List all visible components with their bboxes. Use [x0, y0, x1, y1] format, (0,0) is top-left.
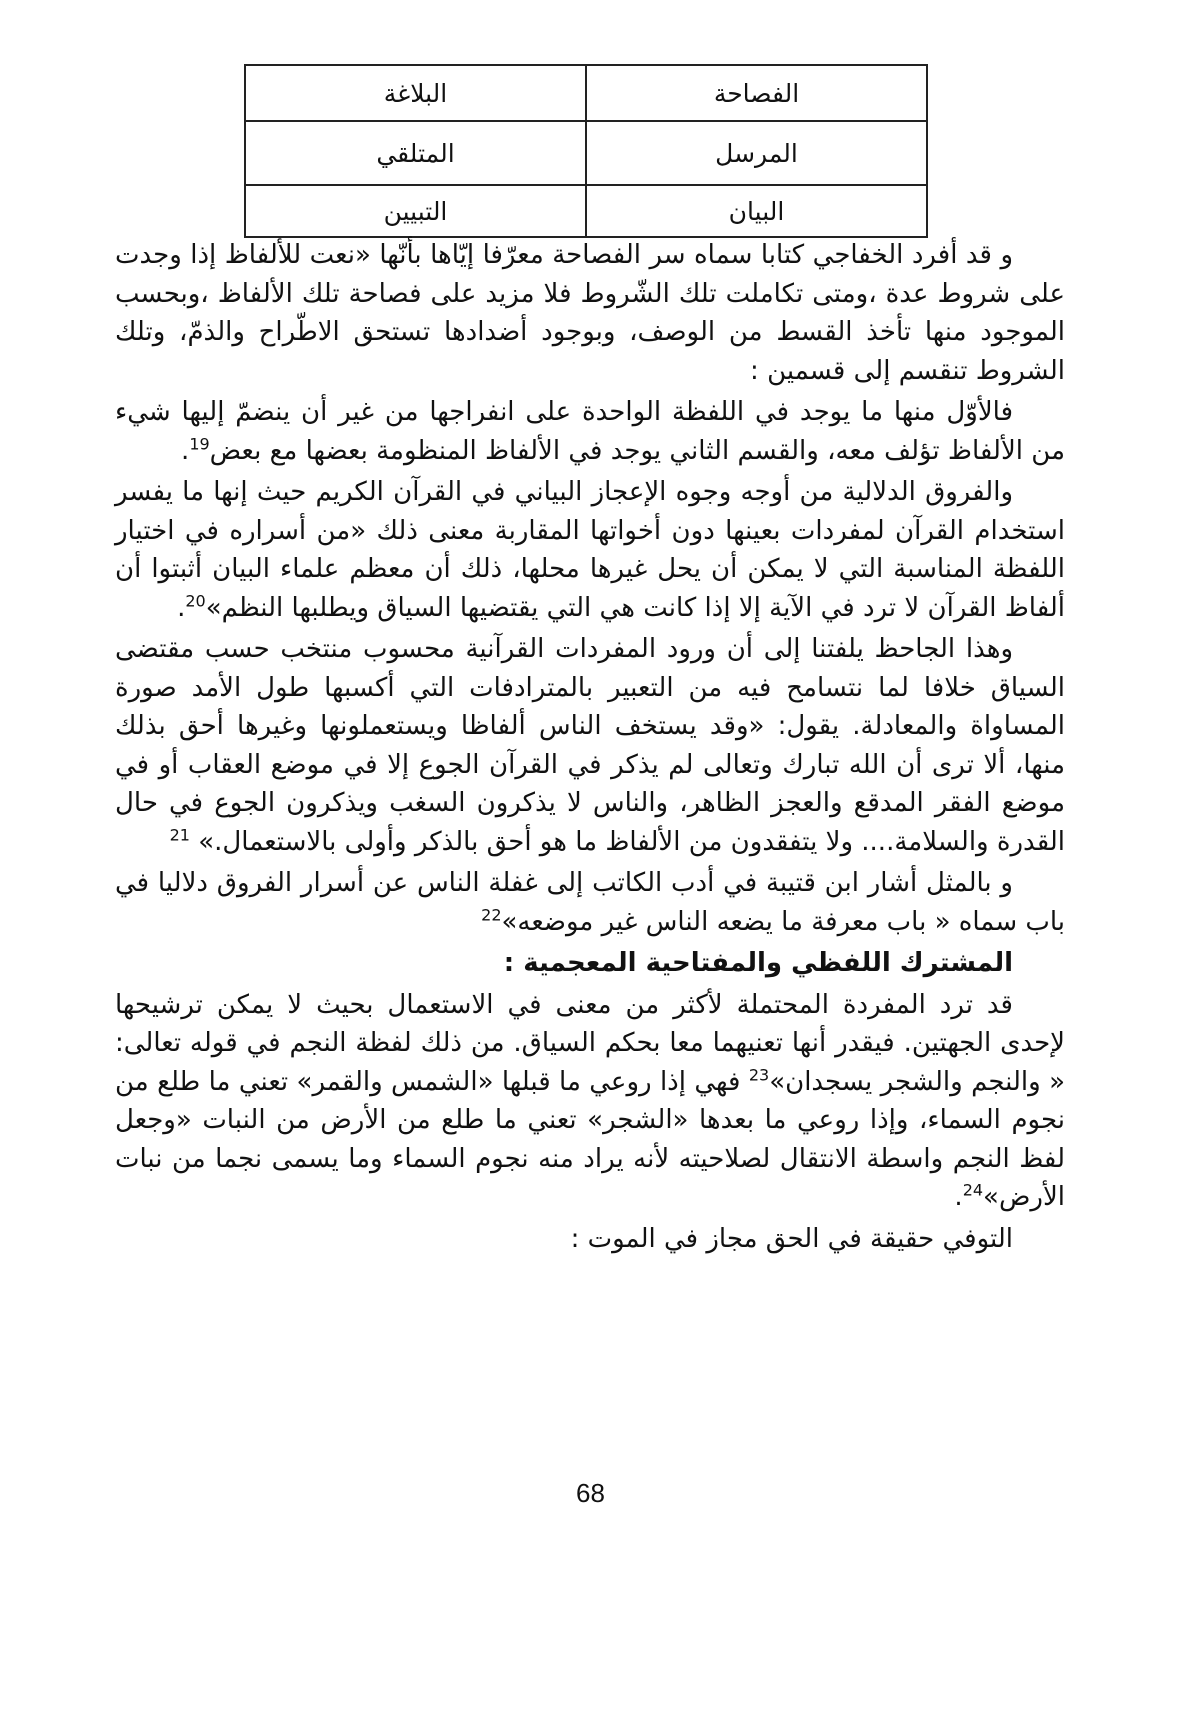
paragraph-khafaji	[115, 236, 1065, 390]
footnote-ref: 19	[189, 433, 210, 453]
table-row	[245, 185, 927, 237]
page-number: 68	[576, 1478, 605, 1508]
paragraph-text: و بالمثل أشار ابن قتيبة في أدب الكاتب إلى غفلة الناس عن أسرار الفروق دلاليا في باب سماه « باب معرفة ما يضعه الناس غير موضعه»	[115, 868, 1065, 937]
footnote-ref: 24	[962, 1180, 984, 1200]
paragraph-text: و قد أفرد الخفاجي كتابا سماه سر الفصاحة معرّفا إيّاها بأنّها «نعت للألفاظ إذا وجدت على شروط عدة ،ومتى تكاملت تلك الشّروط فلا مزيد على فصاحة تلك الألفاظ ،وبحسب الموجود منها تأخذ القسط من الوصف، وبوجود أضدادها تستحق الاطّراح والذمّ، وتلك الشروط تنقسم إلى قسمين :	[115, 240, 1065, 386]
paragraph-jahiz	[115, 630, 1065, 861]
table-cell: الفصاحة	[586, 65, 927, 121]
table-cell: المرسل	[586, 121, 927, 185]
table-row	[245, 121, 927, 185]
paragraph-polysemy	[115, 986, 1065, 1217]
table-cell: البلاغة	[245, 65, 586, 121]
footnote-ref: 23	[748, 1064, 770, 1084]
footnote-ref: 21	[169, 824, 190, 844]
paragraph-text: والفروق الدلالية من أوجه وجوه الإعجاز البياني في القرآن الكريم حيث إنها ما يفسر استخدام القرآن لمفردات بعينها دون أخواتها المقاربة معنى ذلك «من أسراره في اختيار اللفظة المناسبة التي لا يمكن أن يحل غيرها محلها، ذلك أن معظم علماء البيان أثبتوا أن ألفاظ القرآن لا ترد في الآية إلا إذا كانت هي التي يقتضيها السياق ويطلبها النظم»	[115, 477, 1065, 623]
paragraph-text: قد ترد المفردة المحتملة لأكثر من معنى في الاستعمال بحيث لا يمكن ترشيحها لإحدى الجهتين. فيقدر أنها تعنيهما معا بحكم السياق. من ذلك لفظة النجم في قوله تعالى: « والنجم والشجر يسجدان»	[115, 989, 1065, 1097]
table-cell: المتلقي	[245, 121, 586, 185]
sentence-end: .	[954, 1182, 963, 1212]
paragraph-tawaffi	[115, 1220, 1065, 1259]
footnote-ref: 20	[185, 590, 206, 610]
paragraph-text: وهذا الجاحظ يلفتنا إلى أن ورود المفردات القرآنية محسوب منتخب حسب مقتضى السياق خلافا لما نتسامح فيه من التعبير بالمترادفات التي أكسبها طول الأمد صورة المساواة والمعادلة. يقول: «وقد يستخف الناس ألفاظا ويستعملونها وغيرها أحق بذلك منها، ألا ترى أن الله تبارك وتعالى لم يذكر في القرآن الجوع إلا في موضع العقاب أو في موضع الفقر المدقع والعجز الظاهر، والناس لا يذكرون السغب ويذكرون الجوع في حال القدرة والسلامة.... ولا يتفقدون من الألفاظ ما هو أحق بالذكر وأولى بالاستعمال.»	[115, 634, 1065, 857]
paragraph-text: التوفي حقيقة في الحق مجاز في الموت :	[570, 1223, 1013, 1254]
paragraph-semantic-differences	[115, 473, 1065, 627]
concepts-table	[244, 64, 928, 238]
paragraph-text: فالأوّل منها ما يوجد في اللفظة الواحدة على انفراجها من غير أن ينضمّ إليها شيء من الألفاظ تؤلف معه، والقسم الثاني يوجد في الألفاظ المنظومة بعضها مع بعض	[115, 397, 1065, 466]
sentence-end: .	[181, 435, 190, 466]
footnote-ref: 22	[481, 904, 502, 924]
paragraph-ibn-qutayba	[115, 864, 1065, 941]
table-row	[245, 65, 927, 121]
table-cell: البيان	[586, 185, 927, 237]
body-text	[115, 236, 1065, 1261]
table-cell: التبيين	[245, 185, 586, 237]
sentence-end: .	[177, 592, 186, 623]
paragraph-text: فهي إذا روعي ما قبلها «الشمس والقمر» تعني ما طلع من نجوم السماء، وإذا روعي ما بعدها «الشجر» تعني ما طلع من الأرض من النبات «وجعل لفظ النجم واسطة الانتقال لصلاحيته لأنه يراد منه نجوم السماء وما يسمى نجما من نبات الأرض»	[115, 1066, 1065, 1212]
paragraph-first-section	[115, 393, 1065, 470]
section-heading: المشترك اللفظي والمفتاحية المعجمية :	[503, 948, 1013, 978]
